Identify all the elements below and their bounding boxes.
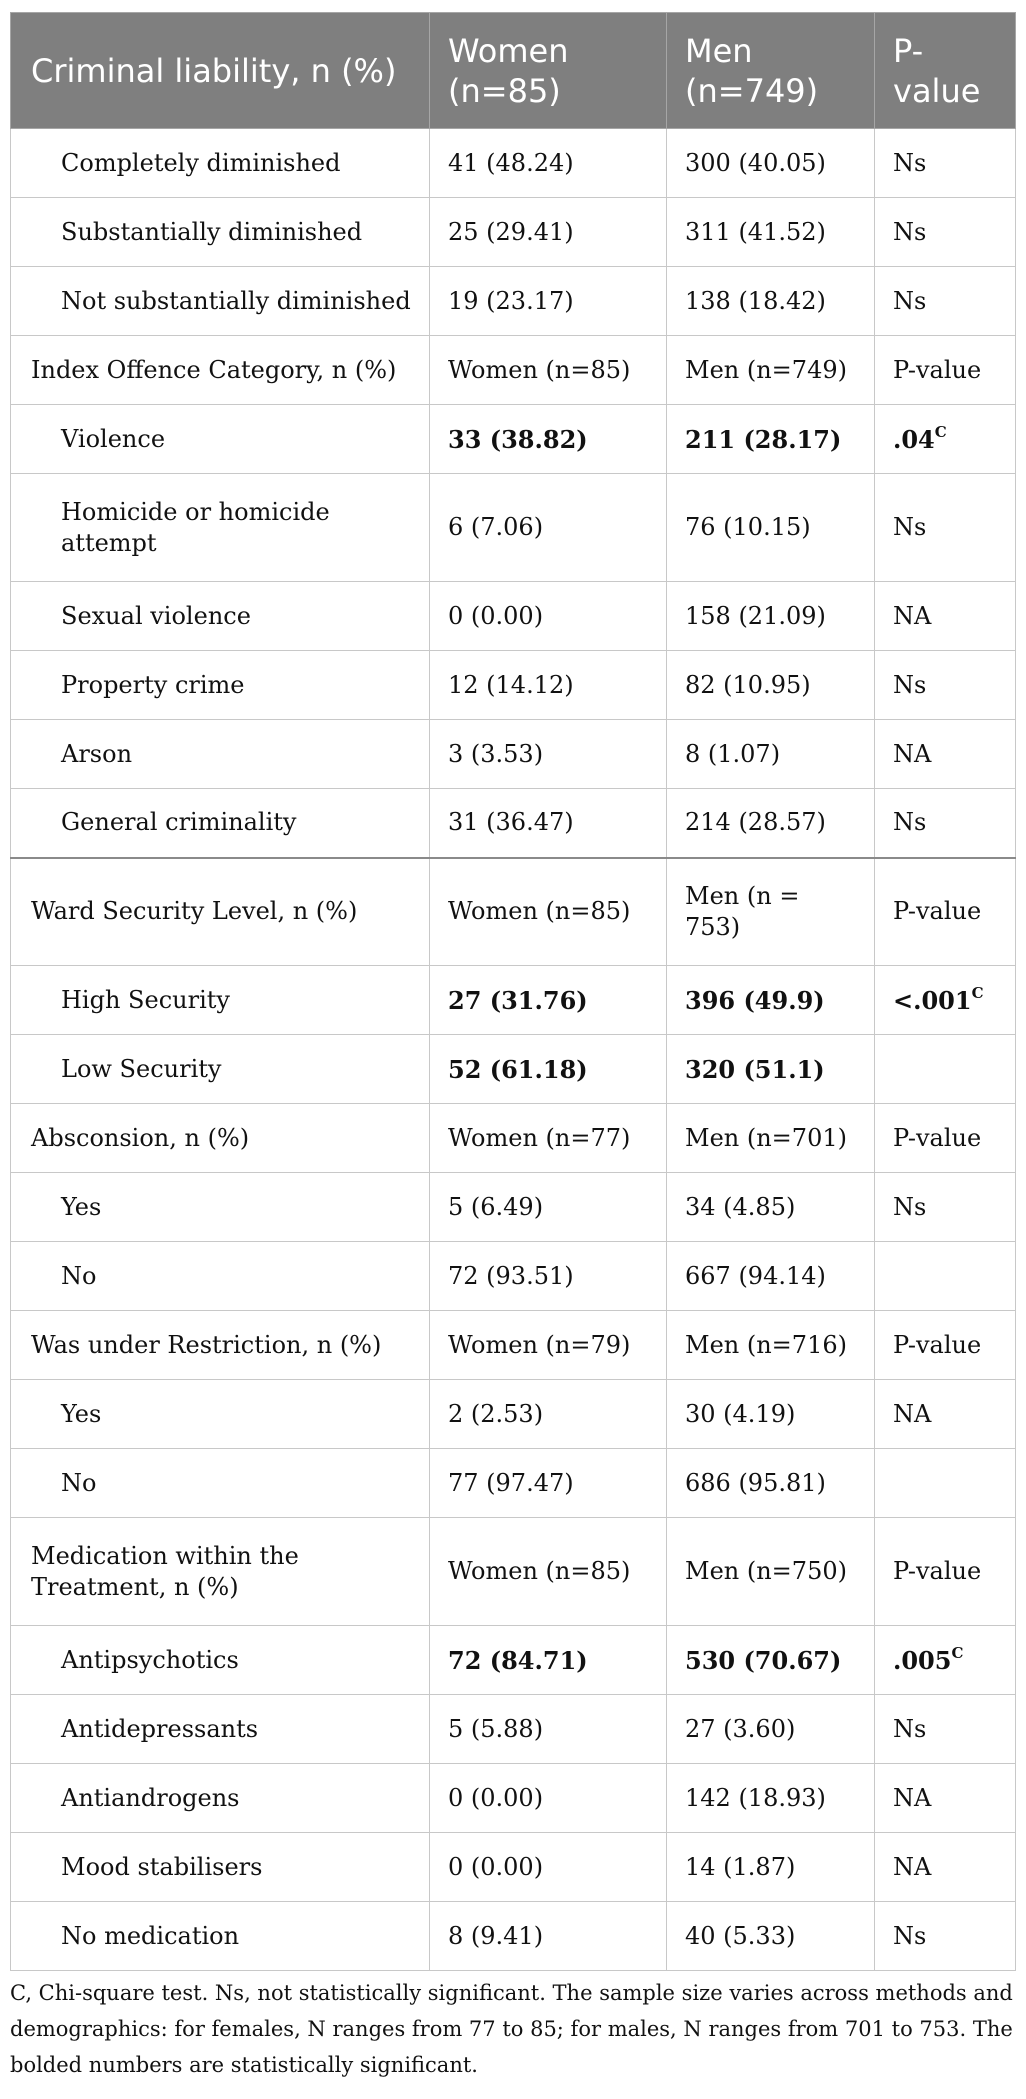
- row-label: [11, 720, 430, 789]
- women-value: [430, 1833, 667, 1902]
- women-value-text: 33 (38.82): [448, 424, 588, 454]
- men-value: [667, 1764, 875, 1833]
- row-label-text: Yes: [61, 1192, 102, 1221]
- table-row: [11, 1626, 1016, 1695]
- significance-test-marker: C: [951, 1643, 964, 1662]
- p-value: [875, 1104, 1016, 1173]
- women-value-text: 72 (84.71): [448, 1645, 588, 1675]
- table-row: [11, 1902, 1016, 1971]
- table-row: [11, 966, 1016, 1035]
- row-label: [11, 267, 430, 336]
- men-value: [667, 1035, 875, 1104]
- row-label: [11, 1035, 430, 1104]
- row-label: [11, 789, 430, 858]
- row-label: [11, 1764, 430, 1833]
- women-value: [430, 267, 667, 336]
- women-value-text: Women (n=85): [448, 355, 631, 384]
- p-value-text: Ns: [893, 513, 927, 541]
- men-value-text: 27 (3.60): [685, 1714, 796, 1743]
- row-label-text: Completely diminished: [61, 148, 341, 177]
- row-label: [11, 129, 430, 198]
- men-value-text: Men (n=716): [685, 1330, 847, 1359]
- women-value: [430, 1311, 667, 1380]
- men-value: [667, 858, 875, 966]
- women-value: [430, 1104, 667, 1173]
- women-value-text: 41 (48.24): [448, 148, 574, 177]
- women-value: [430, 1242, 667, 1311]
- p-value: [875, 1902, 1016, 1971]
- women-value: [430, 858, 667, 966]
- men-value-text: 211 (28.17): [685, 424, 842, 454]
- men-value: [667, 582, 875, 651]
- women-value: [430, 1626, 667, 1695]
- men-value-text: 396 (49.9): [685, 985, 825, 1015]
- data-table: [10, 12, 1016, 1971]
- women-value: [430, 789, 667, 858]
- men-value-text: 30 (4.19): [685, 1399, 796, 1428]
- p-value-text: Ns: [893, 670, 927, 699]
- men-value: [667, 1833, 875, 1902]
- women-value: [430, 1173, 667, 1242]
- p-value-text: NA: [893, 739, 932, 768]
- p-value-text: .04: [893, 424, 935, 454]
- p-value: [875, 582, 1016, 651]
- p-value-text: P-value: [893, 1330, 982, 1359]
- p-value-text: Ns: [893, 148, 927, 177]
- table-row: [11, 582, 1016, 651]
- men-value: [667, 1173, 875, 1242]
- row-label-text: Low Security: [61, 1054, 222, 1083]
- women-value: [430, 1035, 667, 1104]
- men-value: [667, 1626, 875, 1695]
- row-label-text: Absconsion, n (%): [31, 1123, 250, 1152]
- men-value-text: 300 (40.05): [685, 148, 826, 177]
- men-value-text: 530 (70.67): [685, 1645, 842, 1675]
- men-value-text: 686 (95.81): [685, 1468, 826, 1497]
- p-value: [875, 1626, 1016, 1695]
- p-value-text: NA: [893, 1783, 932, 1812]
- row-label: [11, 474, 430, 582]
- men-value: [667, 198, 875, 267]
- table-row: [11, 129, 1016, 198]
- men-value: [667, 966, 875, 1035]
- women-value-text: Women (n=85): [448, 1557, 631, 1585]
- row-label: [11, 1380, 430, 1449]
- women-value-text: 31 (36.47): [448, 808, 574, 837]
- header-women: Women (n=85): [430, 13, 667, 129]
- women-value: [430, 129, 667, 198]
- row-label-text: Index Offence Category, n (%): [31, 355, 397, 384]
- women-value: [430, 720, 667, 789]
- table-row: [11, 1764, 1016, 1833]
- p-value-text: <.001: [893, 985, 972, 1015]
- women-value: [430, 1695, 667, 1764]
- row-label-text: Antidepressants: [61, 1714, 259, 1743]
- row-label: [11, 198, 430, 267]
- men-value-text: 8 (1.07): [685, 739, 781, 768]
- p-value-text: Ns: [893, 1192, 927, 1221]
- row-label: [11, 651, 430, 720]
- row-label: [11, 858, 430, 966]
- row-label-text: No: [61, 1261, 97, 1290]
- table-row: [11, 474, 1016, 582]
- table-header: [11, 13, 1016, 129]
- women-value: [430, 198, 667, 267]
- p-value: [875, 267, 1016, 336]
- row-label-text: Property crime: [61, 670, 245, 699]
- table-row: [11, 1449, 1016, 1518]
- p-value: [875, 474, 1016, 582]
- men-value-text: 82 (10.95): [685, 670, 811, 699]
- table-row: [11, 1173, 1016, 1242]
- p-value: [875, 1380, 1016, 1449]
- row-label-text: Was under Restriction, n (%): [31, 1330, 382, 1359]
- men-value: [667, 651, 875, 720]
- men-value: [667, 1380, 875, 1449]
- p-value: [875, 720, 1016, 789]
- men-value-text: 40 (5.33): [685, 1921, 796, 1950]
- men-value-text: Men (n=750): [685, 1557, 847, 1585]
- men-value-text: 138 (18.42): [685, 286, 826, 315]
- p-value: [875, 1695, 1016, 1764]
- women-value-text: 0 (0.00): [448, 601, 544, 630]
- men-value-text: Men (n=749): [685, 355, 847, 384]
- p-value-text: P-value: [893, 897, 982, 926]
- p-value: [875, 966, 1016, 1035]
- table-section-row: [11, 1311, 1016, 1380]
- header-criminal-liability: Criminal liability, n (%): [11, 13, 430, 129]
- women-value-text: 0 (0.00): [448, 1852, 544, 1881]
- p-value: [875, 651, 1016, 720]
- table-row: [11, 198, 1016, 267]
- men-value: [667, 405, 875, 474]
- table-section-row: [11, 1104, 1016, 1173]
- p-value: [875, 789, 1016, 858]
- p-value-text: P-value: [893, 1123, 982, 1152]
- women-value: [430, 582, 667, 651]
- row-label: [11, 1242, 430, 1311]
- table-row: [11, 1833, 1016, 1902]
- women-value: [430, 405, 667, 474]
- men-value: [667, 129, 875, 198]
- women-value-text: 3 (3.53): [448, 739, 544, 768]
- row-label: [11, 1833, 430, 1902]
- row-label: [11, 405, 430, 474]
- row-label: [11, 1104, 430, 1173]
- header-p-value: P-value: [875, 13, 1016, 129]
- table-row: [11, 651, 1016, 720]
- p-value-text: NA: [893, 1852, 932, 1881]
- row-label: [11, 1311, 430, 1380]
- row-label-text: General criminality: [61, 808, 297, 837]
- women-value-text: 25 (29.41): [448, 217, 574, 246]
- p-value-text: Ns: [893, 217, 927, 246]
- women-value: [430, 1449, 667, 1518]
- table-row: [11, 720, 1016, 789]
- row-label-text: High Security: [61, 985, 230, 1014]
- p-value-text: Ns: [893, 286, 927, 315]
- row-label-text: Yes: [61, 1399, 102, 1428]
- women-value: [430, 336, 667, 405]
- women-value-text: 72 (93.51): [448, 1261, 574, 1290]
- p-value: [875, 129, 1016, 198]
- row-label: [11, 1173, 430, 1242]
- table-section-row: [11, 858, 1016, 966]
- men-value-text: 34 (4.85): [685, 1192, 796, 1221]
- row-label: [11, 966, 430, 1035]
- women-value: [430, 966, 667, 1035]
- table-row: [11, 1242, 1016, 1311]
- men-value-text: Men (n=701): [685, 1123, 847, 1152]
- row-label: [11, 1518, 430, 1626]
- men-value: [667, 1449, 875, 1518]
- row-label-text: Homicide or homicide attempt: [61, 497, 330, 557]
- p-value-text: Ns: [893, 1714, 927, 1743]
- men-value: [667, 789, 875, 858]
- women-value-text: Women (n=79): [448, 1330, 631, 1359]
- women-value-text: 52 (61.18): [448, 1054, 588, 1084]
- table-section-row: [11, 1518, 1016, 1626]
- women-value-text: 2 (2.53): [448, 1399, 544, 1428]
- women-value-text: 19 (23.17): [448, 286, 574, 315]
- women-value: [430, 1380, 667, 1449]
- men-value-text: 320 (51.1): [685, 1054, 825, 1084]
- men-value-text: 14 (1.87): [685, 1852, 796, 1881]
- significance-test-marker: C: [971, 983, 984, 1002]
- header-men: Men (n=749): [667, 13, 875, 129]
- p-value: [875, 1311, 1016, 1380]
- men-value: [667, 1518, 875, 1626]
- row-label: [11, 582, 430, 651]
- men-value-text: Men (n = 753): [685, 881, 800, 941]
- women-value-text: Women (n=85): [448, 897, 631, 926]
- table-footnote: C, Chi-square test. Ns, not statistically significant. The sample size varies across methods and demographics: for females, N ranges from 77 to 85; for males, N ranges from 701 to 753. The bolded numbers are statistically significant.: [10, 1981, 1013, 2077]
- men-value-text: 667 (94.14): [685, 1261, 826, 1290]
- header-row: [11, 13, 1016, 129]
- women-value-text: 8 (9.41): [448, 1921, 544, 1950]
- men-value-text: 214 (28.57): [685, 808, 826, 837]
- row-label: [11, 1902, 430, 1971]
- table-section-row: [11, 336, 1016, 405]
- row-label-text: Sexual violence: [61, 601, 251, 630]
- men-value: [667, 267, 875, 336]
- women-value-text: 27 (31.76): [448, 985, 588, 1015]
- p-value-text: Ns: [893, 1921, 927, 1950]
- table-row: [11, 789, 1016, 858]
- significance-test-marker: C: [934, 422, 947, 441]
- women-value: [430, 1902, 667, 1971]
- men-value-text: 142 (18.93): [685, 1783, 826, 1812]
- women-value-text: 5 (5.88): [448, 1714, 544, 1743]
- row-label-text: No: [61, 1468, 97, 1497]
- women-value-text: 77 (97.47): [448, 1468, 574, 1497]
- men-value: [667, 1311, 875, 1380]
- row-label-text: Antiandrogens: [61, 1783, 240, 1812]
- row-label-text: Antipsychotics: [61, 1645, 239, 1674]
- p-value: [875, 1518, 1016, 1626]
- row-label-text: Not substantially diminished: [61, 286, 411, 315]
- p-value: [875, 1173, 1016, 1242]
- row-label-text: No medication: [61, 1921, 240, 1950]
- women-value: [430, 1518, 667, 1626]
- table-body: [11, 129, 1016, 1971]
- p-value: [875, 1449, 1016, 1518]
- table-row: [11, 1380, 1016, 1449]
- row-label-text: Mood stabilisers: [61, 1852, 263, 1881]
- table-row: [11, 1035, 1016, 1104]
- men-value: [667, 1104, 875, 1173]
- women-value-text: Women (n=77): [448, 1123, 631, 1152]
- p-value: [875, 1764, 1016, 1833]
- row-label-text: Ward Security Level, n (%): [31, 897, 358, 926]
- men-value: [667, 1902, 875, 1971]
- men-value: [667, 1242, 875, 1311]
- table-row: [11, 405, 1016, 474]
- row-label: [11, 1449, 430, 1518]
- p-value: [875, 336, 1016, 405]
- p-value: [875, 1833, 1016, 1902]
- p-value-text: P-value: [893, 355, 982, 384]
- table-row: [11, 1695, 1016, 1764]
- men-value: [667, 336, 875, 405]
- row-label-text: Medication within the Treatment, n (%): [31, 1541, 299, 1601]
- women-value-text: 6 (7.06): [448, 513, 544, 541]
- women-value: [430, 1764, 667, 1833]
- women-value-text: 0 (0.00): [448, 1783, 544, 1812]
- women-value: [430, 474, 667, 582]
- p-value: [875, 198, 1016, 267]
- men-value-text: 76 (10.15): [685, 513, 811, 541]
- p-value-text: P-value: [893, 1557, 982, 1585]
- p-value: [875, 858, 1016, 966]
- men-value-text: 158 (21.09): [685, 601, 826, 630]
- row-label-text: Substantially diminished: [61, 217, 363, 246]
- row-label: [11, 1626, 430, 1695]
- p-value-text: .005: [893, 1645, 952, 1675]
- men-value-text: 311 (41.52): [685, 217, 826, 246]
- p-value: [875, 405, 1016, 474]
- p-value-text: Ns: [893, 808, 927, 837]
- men-value: [667, 474, 875, 582]
- row-label: [11, 336, 430, 405]
- p-value-text: NA: [893, 601, 932, 630]
- p-value-text: NA: [893, 1399, 932, 1428]
- p-value: [875, 1035, 1016, 1104]
- row-label: [11, 1695, 430, 1764]
- women-value-text: 12 (14.12): [448, 670, 574, 699]
- men-value: [667, 720, 875, 789]
- p-value: [875, 1242, 1016, 1311]
- men-value: [667, 1695, 875, 1764]
- women-value-text: 5 (6.49): [448, 1192, 544, 1221]
- women-value: [430, 651, 667, 720]
- row-label-text: Violence: [61, 424, 166, 453]
- table-row: [11, 267, 1016, 336]
- row-label-text: Arson: [61, 739, 133, 768]
